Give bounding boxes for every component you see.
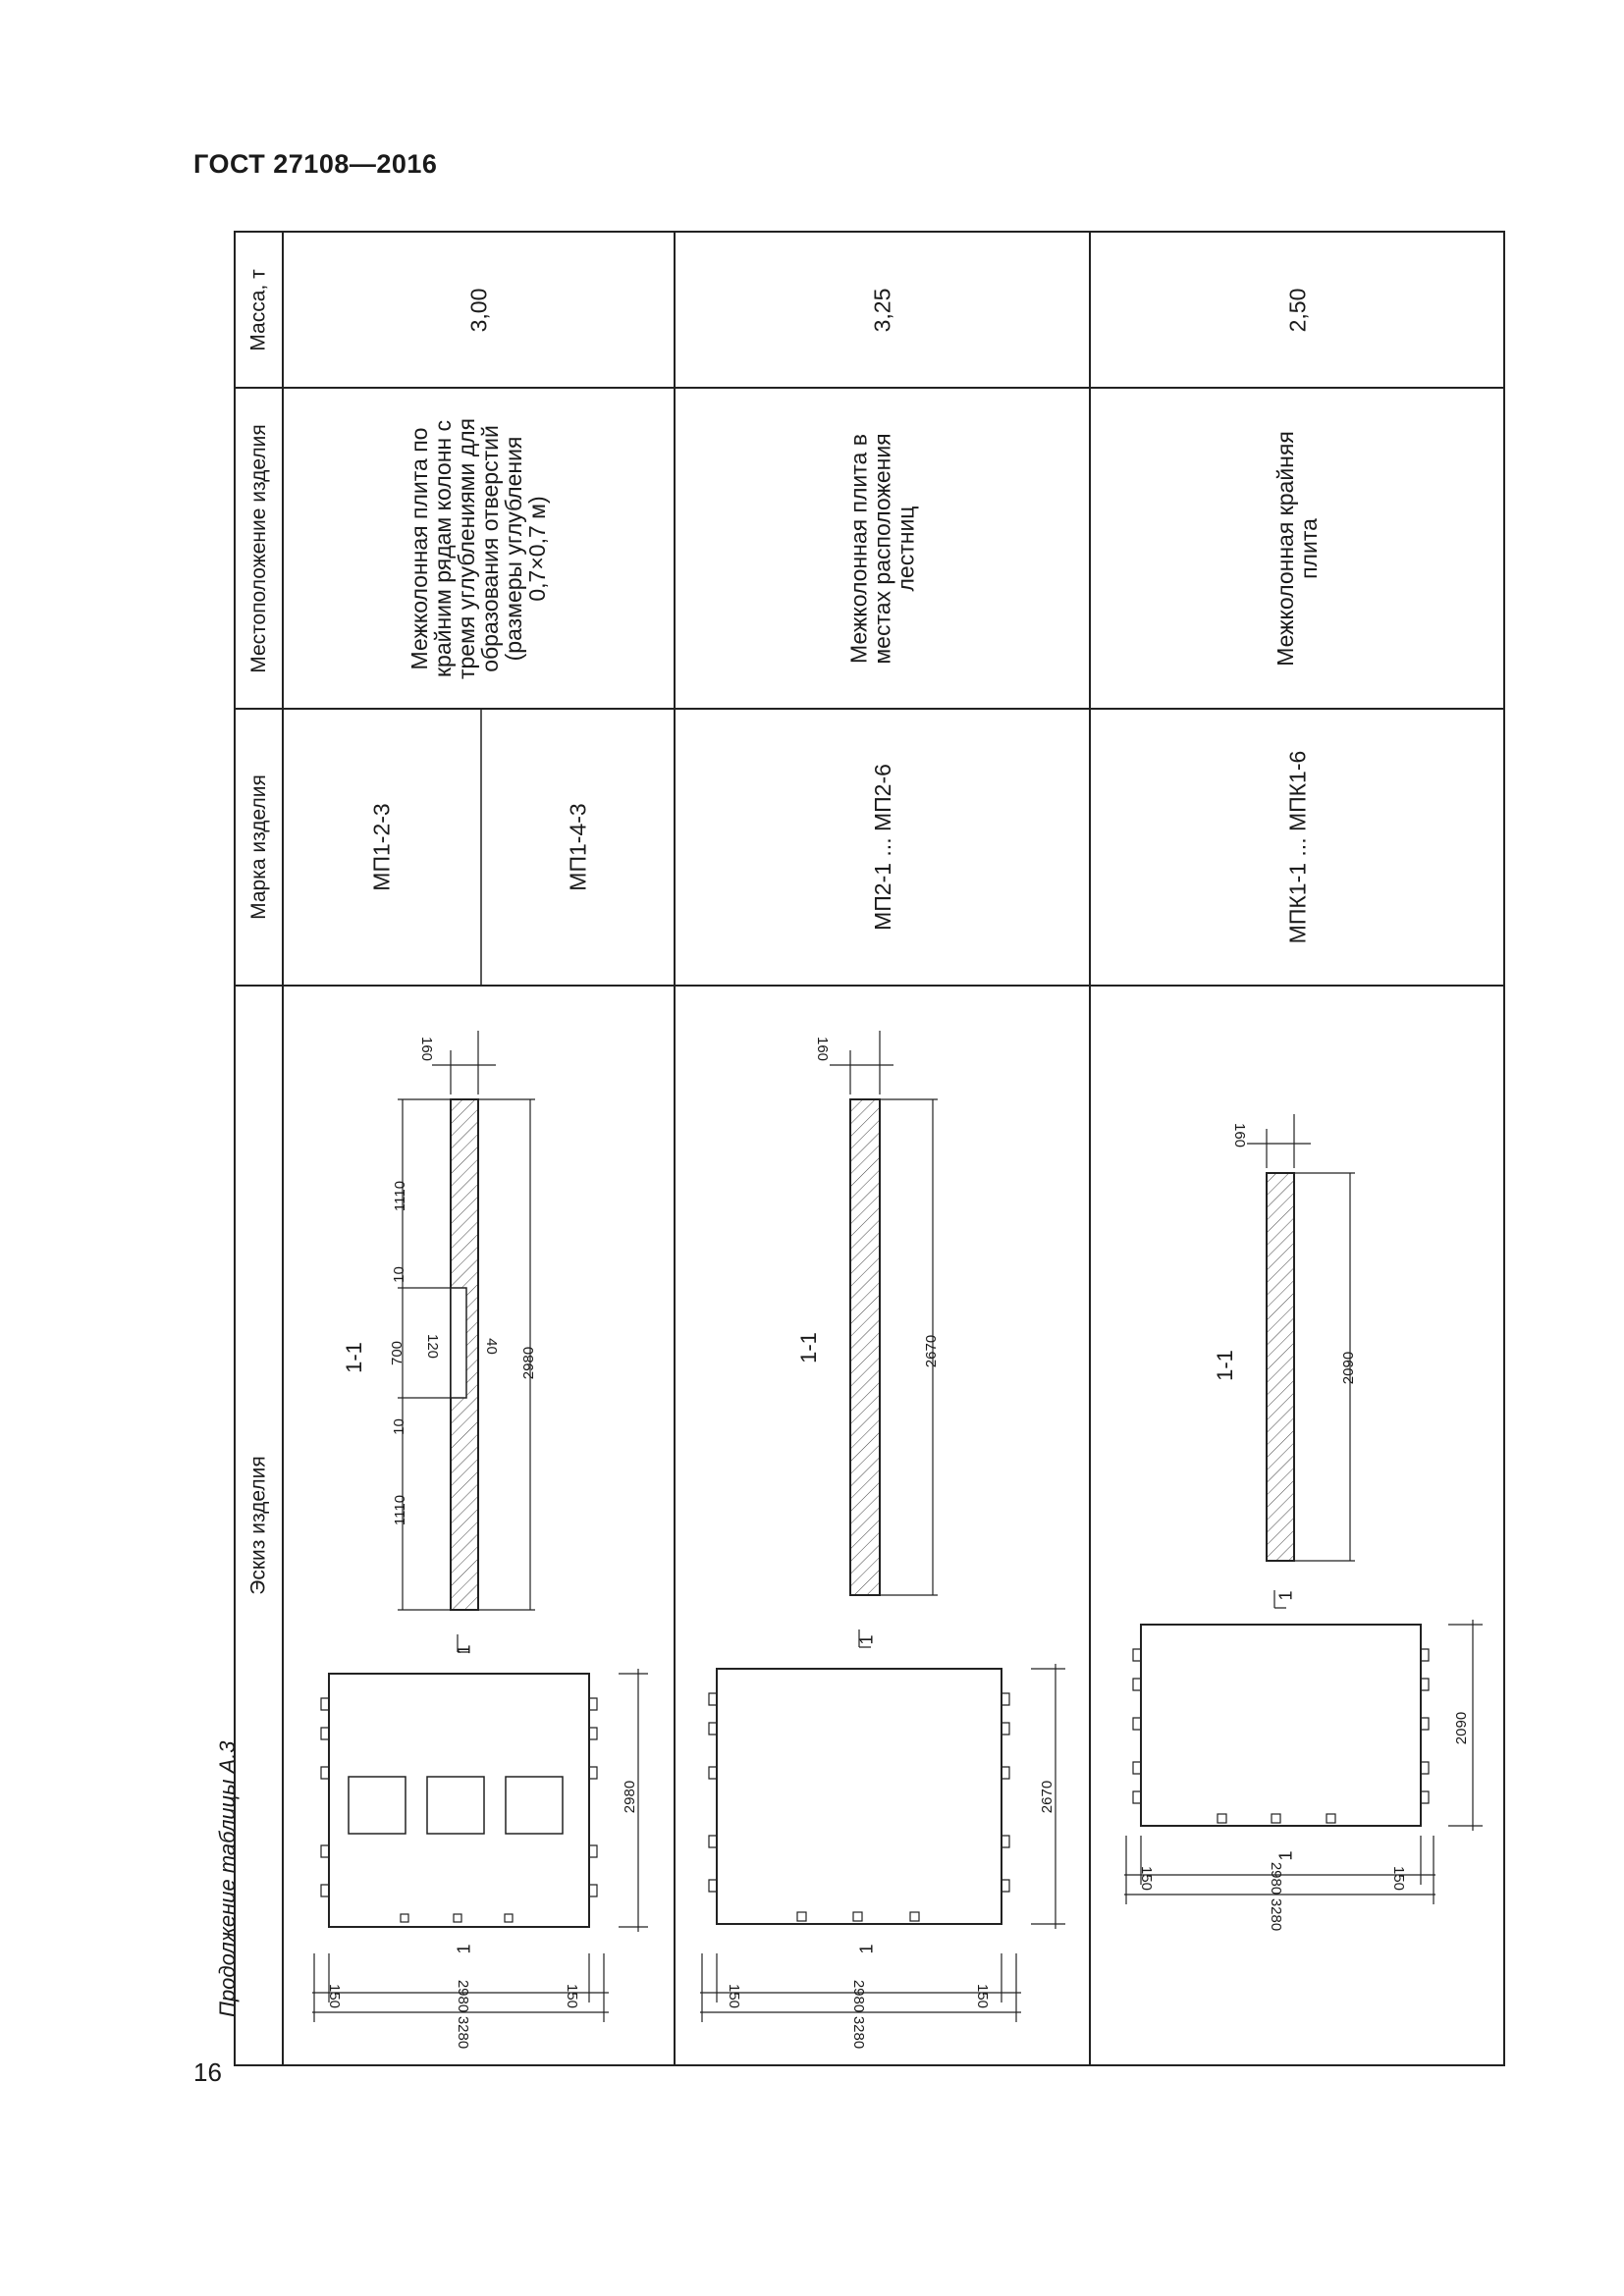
- row1-location: Межколонная плита по крайним рядам колонн с тремя углублениями для образования отверстий (размеры углубления 0,7×0,7 м): [406, 417, 551, 679]
- row1-mass: 3,00: [465, 288, 492, 332]
- row1-seg-2: 10: [390, 1418, 407, 1435]
- row3-mass: 2,50: [1283, 288, 1310, 332]
- row2-section-total: 2670: [923, 1334, 941, 1368]
- row1-mark-1: МП1-2-3: [368, 803, 395, 891]
- section-1-1-row3: [1247, 1114, 1358, 1608]
- row1-plan-dim-height: 2980: [622, 1780, 639, 1814]
- row2-plan-dim-height: 2670: [1039, 1780, 1056, 1814]
- row3-mark: МПК1-1 ... МПК1-6: [1284, 750, 1310, 944]
- row2-section-thickness: 160: [814, 1036, 832, 1062]
- row1-plan-dim-total: 3280: [455, 2015, 472, 2050]
- row1-section-title: 1-1: [341, 1342, 366, 1373]
- row2-plan-cut-top: 1: [856, 1634, 877, 1645]
- row1-section-thickness: 160: [418, 1036, 436, 1062]
- row2-section-title: 1-1: [795, 1332, 821, 1363]
- row3-plan-dim-right: 150: [1390, 1865, 1408, 1892]
- row3-section-total: 2090: [1340, 1351, 1358, 1385]
- row3-plan-dim-height: 2090: [1453, 1711, 1471, 1745]
- row3-section-thickness: 160: [1231, 1122, 1249, 1148]
- document-code: ГОСТ 27108—2016: [193, 149, 438, 179]
- row1-seg-1: 1110: [392, 1494, 409, 1526]
- plan-view-row2: [700, 1664, 1065, 2022]
- row3-plan-dim-left: 150: [1138, 1865, 1156, 1892]
- row1-seg-3: 700: [389, 1340, 406, 1366]
- section-1-1-row2: [830, 1031, 941, 1647]
- plan-view-row3: [1124, 1620, 1483, 1904]
- row1-plan-dim-middle: 2980: [455, 1979, 472, 2013]
- row2-plan-dim-left: 150: [726, 1983, 743, 2009]
- row3-plan-cut-bottom: 1: [1275, 1850, 1296, 1861]
- col-header-mass: Масса, т: [246, 268, 270, 351]
- page-number: 16: [193, 2057, 222, 2087]
- plan-view-row1: [312, 1669, 648, 2022]
- row1-seg-5: 1110: [392, 1180, 409, 1212]
- row1-plan-dim-right: 150: [564, 1983, 581, 2009]
- section-1-1-row1: [398, 1031, 538, 1655]
- row2-mark: МП2-1 ... МП2-6: [869, 764, 895, 931]
- row1-plan-dim-left: 150: [326, 1983, 344, 2009]
- row3-section-title: 1-1: [1212, 1350, 1237, 1381]
- row3-plan-dim-total: 3280: [1268, 1897, 1285, 1932]
- col-header-sketch: Эскиз изделия: [246, 1456, 270, 1595]
- row3-plan-cut-top: 1: [1275, 1590, 1296, 1601]
- row2-plan-dim-total: 3280: [850, 2015, 868, 2050]
- row2-plan-dim-middle: 2980: [850, 1979, 868, 2013]
- row1-section-total: 2980: [520, 1346, 538, 1380]
- table-caption: Продолжение таблицы А.3: [215, 1740, 240, 2017]
- col-header-mark: Марка изделия: [246, 774, 270, 920]
- row1-plan-cut-top: 1: [454, 1644, 474, 1655]
- row2-plan-dim-right: 150: [974, 1983, 992, 2009]
- row1-mark-2: МП1-4-3: [565, 803, 591, 891]
- row2-mass: 3,25: [869, 288, 895, 332]
- col-header-location: Местоположение изделия: [246, 423, 270, 673]
- row3-location: Межколонная крайняя плита: [1272, 430, 1322, 667]
- row2-plan-cut-bottom: 1: [856, 1944, 877, 1954]
- row1-recess-depth: 120: [424, 1333, 442, 1360]
- row1-recess-side: 40: [482, 1338, 500, 1355]
- row3-plan-dim-middle: 2980: [1268, 1861, 1285, 1896]
- row1-seg-4: 10: [390, 1266, 407, 1283]
- row2-location: Межколонная плита в местах расположения лестниц: [845, 432, 919, 665]
- row1-plan-cut-bottom: 1: [454, 1944, 474, 1954]
